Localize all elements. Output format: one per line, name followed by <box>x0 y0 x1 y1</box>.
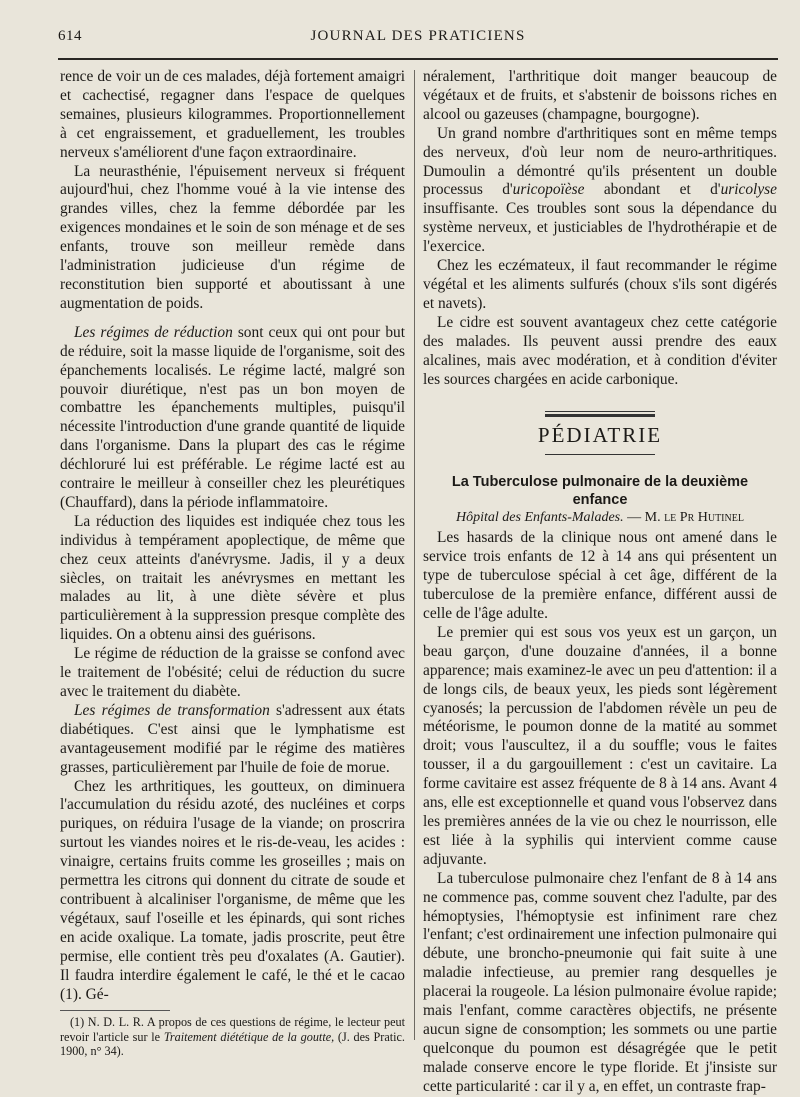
paragraph: Chez les eczémateux, il faut recommander le régime végétal et les aliments sulfurés (choux s'ils sont digérés et navets). <box>423 257 777 312</box>
italic-term: uricolyse <box>720 181 777 199</box>
paragraph <box>60 702 405 778</box>
header-rule <box>58 58 778 60</box>
paragraph: La réduction des liquides est indiquée chez tous les individus à tempérament apoplectique, de même que chez ceux atteints d'anévrysme. Jadis, il y a deux siècles, on traitait les anévrysmes en mettant les malades au lit, à une diète sévère et plus particulièrement à la suppression presque complète des liquides. On a obtenu ainsi des guérisons. <box>60 512 405 644</box>
paragraph: Le régime de réduction de la graisse se confond avec le traitement de l'obésité; celui de réduction du sucre avec le traitement du diabète. <box>60 645 405 700</box>
paragraph: Le cidre est souvent avantageux chez cette catégorie des malades. Ils peuvent aussi prendre des eaux alcalines, mais avec modération, et à condition d'éviter les sources chargées en acide carbonique. <box>423 313 777 388</box>
footnote-part: (1) N. D. L. R. A propos de ces questions de régime, le lecteur peut revoir l'article sur le <box>60 1015 405 1044</box>
left-column <box>60 68 405 1058</box>
paragraph-text: insuffisante. Ces troubles sont sous la dépendance du système nerveux, et justiciables de l'hydrothérapie et de l'exercice. <box>423 200 777 256</box>
section-rule <box>545 454 655 455</box>
page-number: 614 <box>58 28 82 44</box>
column-divider <box>414 70 415 1040</box>
paragraph: Chez les arthritiques, les goutteux, on diminuera l'accumulation du résidu azoté, des nucléines et corps puriques, on réduira l'usage de la viande; on proscrira surtout les viandes noires et le ris-de-veau, les acides : vinaigre, certains fruits comme les groseilles ; mais on permettra les citrons qui donnent du citrate de soude et contribuent à alcaliniser l'organisme, de même que les végétaux, sauf l'oseille et les épinards, qui sont riches en acide oxalique. La tomate, jadis proscrite, peut être permise, elle contient très peu d'oxalates (A. Gautier). Il faudra interdire également le café, le thé et le cacao (1). Gé- <box>60 777 405 1003</box>
paragraph <box>60 324 405 513</box>
paragraph: rence de voir un de ces malades, déjà fortement amaigri et cachectisé, regagner dans l'espace de quelques semaines, plusieurs kilogrammes. Proportionnellement à cet engraissement, et graduellement, les troubles nerveux s'améliorent d'une façon extraordinaire. <box>60 68 405 161</box>
paragraph: Le premier qui est sous vos yeux est un garçon, un beau garçon, d'une douzaine d'années, il a bonne apparence; mais examinez-le avec un peu d'attention: il a de longs cils, de beaux yeux, les pieds sont légèrement cyanosés; la percussion de l'abdomen révèle un peu de météorisme, le poumon donne de la matité au sommet droit; vous l'auscultez, il a du souffle; vous le faites tousser, il a du gargouillement : c'est un cavitaire. La forme cavitaire est assez fréquente de 8 à 14 ans. Avant 4 ans, elle est exceptionnelle et quand vous l'observez dans les premières années de la vie ou chez le nourrisson, elle est liée à la syphilis qui intervient comme cause adjuvante. <box>423 623 777 868</box>
paragraph-text: Un grand nombre d'arthritiques sont en même temps des nerveux, d'où leur nom de neuro-arthritiques. Dumoulin a démontré qu'ils présentent un double processus d' <box>423 124 777 199</box>
italic-term: Les régimes de transformation <box>74 701 270 719</box>
article-byline <box>423 509 777 527</box>
footnote-text <box>60 1015 405 1058</box>
section-title: PÉDIATRIE <box>537 423 663 448</box>
section-heading <box>423 411 777 455</box>
paragraph: La tuberculose pulmonaire chez l'enfant de 8 à 14 ans ne commence pas, comme souvent chez l'adulte, par des hémoptysies, l'hémoptysie est infiniment rare chez l'enfant; c'est ordinairement une infection pulmonaire qui débute, une broncho-pneumonie qui fait suite à une maladie infectieuse, au premier rang desquelles je placerai la rougeole. La lésion pulmonaire évolue rapide; mais l'enfant, comme caractères objectifs, ne présente aucun signe de consomption; les sommets ou une partie quelconque du poumon est désagrégée que le petit malade conserve encore le type floride. Et j'insiste sur cette particularité : car il y a, en effet, un contraste frap- <box>423 869 777 1095</box>
right-column <box>423 68 777 1097</box>
paragraph-text: abondant et d' <box>584 181 721 199</box>
italic-term: Les régimes de réduction <box>74 323 233 341</box>
article-hospital: Hôpital des Enfants-Malades. <box>456 510 624 526</box>
footnote-part: (J. des Pratic. 1900, n° 34). <box>60 1029 405 1058</box>
paragraph: Les hasards de la clinique nous ont amené dans le service trois enfants de 12 à 14 ans qui présentent un type de tuberculose spécial à cet âge, différent de la tuberculose de la première enfance, différent aussi de celle de l'âge adulte. <box>423 529 777 623</box>
journal-title: JOURNAL DES PRATICIENS <box>310 28 526 44</box>
paragraph: La neurasthénie, l'épuisement nerveux si fréquent aujourd'hui, chez l'homme voué à la vie intense des grandes villes, chez la femme débordée par les exigences mondaines et le soin de son ménage et de ses enfants, trouve son meilleur remède dans l'administration judicieuse d'un régime de reconstitution bien supporté et aboutissant à une augmentation de poids. <box>60 162 405 312</box>
footnote-rule <box>60 1010 170 1011</box>
page-header <box>58 28 778 50</box>
italic-term: uricopoïèse <box>512 181 585 199</box>
footnote <box>60 1015 405 1058</box>
paragraph-text: s'adressent aux états diabétiques. C'est ainsi que le lymphatisme est avantageusement modifié par le régime des matières grasses, particulièrement par l'huile de foie de morue. <box>60 701 405 776</box>
article-title: La Tuberculose pulmonaire de la deuxième enfance <box>451 474 749 509</box>
footnote-italic: Traitement diététique de la goutte, <box>163 1029 335 1044</box>
paragraph-text: sont ceux qui ont pour but de réduire, soit la masse liquide de l'organisme, soit des épanchements localisés. Le régime lacté, malgré son pouvoir diurétique, n'est pas un bon moyen de combattre les épanchements multiples, puisqu'il nécessite l'introduction d'une grande quantité de liquide dans l'organisme. Dans la plupart des cas le régime déchloruré lui est préférable. Le régime lacté est au contraire le meilleur à conseiller chez les pleurétiques (Chauffard), dans la période inflammatoire. <box>60 323 405 511</box>
article-author: — M. le Pr Hutinel <box>623 510 744 526</box>
section-rule <box>545 411 655 412</box>
paragraph: néralement, l'arthritique doit manger beaucoup de végétaux et de fruits, et s'abstenir de boissons riches en alcool ou gazeuses (champagne, bourgogne). <box>423 68 777 123</box>
paragraph <box>423 125 777 257</box>
